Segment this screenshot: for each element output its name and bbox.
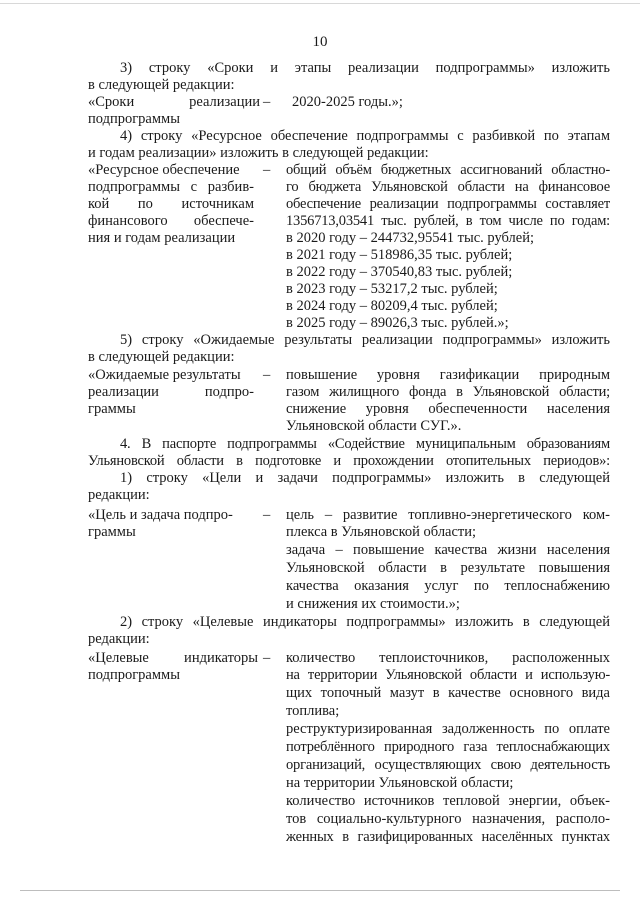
table-dash: – — [263, 650, 271, 666]
table-cell-value: в 2021 году – 518986,35 тыс. рублей; — [286, 247, 513, 263]
table-cell-value: цель – развитие топливно-энергетического ком- — [286, 507, 610, 523]
table-cell-value: газом жилищного фонда в Ульяновской области; — [286, 384, 610, 400]
paragraph-line: 2) строку «Целевые индикаторы подпрограммы» изложить в следующей — [120, 614, 610, 630]
table-cell-value: на территории Ульяновской области; — [286, 775, 514, 791]
table-cell-value: обеспечение реализации подпрограммы составляет — [286, 196, 610, 212]
table-cell-value: Ульяновской области в результате повышения — [286, 560, 610, 576]
table-cell-label: кой по источникам — [88, 196, 254, 212]
table-cell-label: граммы — [88, 524, 136, 540]
table-cell-value: задача – повышение качества жизни населения — [286, 542, 610, 558]
table-cell-value: в 2024 году – 80209,4 тыс. рублей; — [286, 298, 498, 314]
paragraph-line: Ульяновской области в подготовке и прохождении отопительных периодов»: — [88, 453, 610, 469]
table-cell-value: общий объём бюджетных ассигнований областно- — [286, 162, 610, 178]
table-cell-label: «Ресурсное обеспечение — [88, 162, 240, 178]
table-cell-label: реализации подпро- — [88, 384, 254, 400]
table-cell-value: 1356713,03541 тыс. рублей, в том числе по годам: — [286, 213, 610, 229]
table-cell-value: потреблённого природного газа теплоснабжающих — [286, 739, 610, 755]
table-dash: – — [263, 162, 271, 178]
table-cell-value: в 2025 году – 89026,3 тыс. рублей.»; — [286, 315, 509, 331]
table-cell-value: плекса в Ульяновской области; — [286, 524, 477, 540]
paragraph-line: 4. В паспорте подпрограммы «Содействие муниципальным образованиям — [120, 436, 610, 452]
paragraph-line: редакции: — [88, 631, 150, 647]
table-cell-value: снижение уровня обеспеченности населения — [286, 401, 610, 417]
table-dash: – — [263, 507, 271, 523]
paragraph-line: в следующей редакции: — [88, 349, 235, 365]
table-cell-value: 2020-2025 годы.»; — [292, 94, 403, 110]
table-cell-label: «Сроки реализации — [88, 94, 260, 110]
paragraph-line: в следующей редакции: — [88, 77, 235, 93]
page-number: 10 — [312, 34, 328, 50]
table-cell-value: в 2020 году – 244732,95541 тыс. рублей; — [286, 230, 535, 246]
table-dash: – — [263, 367, 271, 383]
scan-artifact-bottom — [20, 890, 620, 891]
table-cell-value: го бюджета Ульяновской области на финансовое — [286, 179, 610, 195]
paragraph-line: и годам реализации» изложить в следующей редакции: — [88, 145, 429, 161]
table-cell-value: тов социально-культурного назначения, располо- — [286, 811, 610, 827]
scan-artifact-top — [0, 3, 640, 4]
table-cell-label: ния и годам реализации — [88, 230, 236, 246]
table-cell-value: повышение уровня газификации природным — [286, 367, 610, 383]
paragraph-line: 5) строку «Ожидаемые результаты реализации подпрограммы» изложить — [120, 332, 610, 348]
table-cell-label: финансового обеспече- — [88, 213, 254, 229]
table-cell-value: количество источников тепловой энергии, объек- — [286, 793, 610, 809]
paragraph-line: 1) строку «Цели и задачи подпрограммы» изложить в следующей — [120, 470, 610, 486]
table-cell-value: щих топочный мазут в качестве основного вида — [286, 685, 610, 701]
table-cell-value: топлива; — [286, 703, 340, 719]
table-cell-label: подпрограммы — [88, 111, 180, 127]
table-cell-value: качества оказания услуг по теплоснабжению — [286, 578, 610, 594]
table-cell-value: организаций, осуществляющих свою деятельность — [286, 757, 610, 773]
table-cell-label: «Целевые индикаторы — [88, 650, 258, 666]
table-cell-label: «Ожидаемые результаты — [88, 367, 241, 383]
table-cell-value: на территории Ульяновской области и использую- — [286, 667, 610, 683]
table-cell-label: подпрограммы — [88, 667, 180, 683]
table-cell-value: в 2023 году – 53217,2 тыс. рублей; — [286, 281, 498, 297]
table-cell-value: женных в газифицированных населённых пунктах — [286, 829, 610, 845]
table-cell-value: в 2022 году – 370540,83 тыс. рублей; — [286, 264, 513, 280]
table-cell-value: количество теплоисточников, расположенных — [286, 650, 610, 666]
table-cell-label: граммы — [88, 401, 136, 417]
paragraph-line: 3) строку «Сроки и этапы реализации подпрограммы» изложить — [120, 60, 610, 76]
paragraph-line: 4) строку «Ресурсное обеспечение подпрограммы с разбивкой по этапам — [120, 128, 610, 144]
table-cell-value: Ульяновской области СУГ.». — [286, 418, 462, 434]
table-dash: – — [263, 94, 271, 110]
table-cell-value: и снижения их стоимости.»; — [286, 596, 460, 612]
table-cell-label: подпрограммы с разбив- — [88, 179, 254, 195]
paragraph-line: редакции: — [88, 487, 150, 503]
table-cell-value: реструктуризированная задолженность по оплате — [286, 721, 610, 737]
table-cell-label: «Цель и задача подпро- — [88, 507, 233, 523]
